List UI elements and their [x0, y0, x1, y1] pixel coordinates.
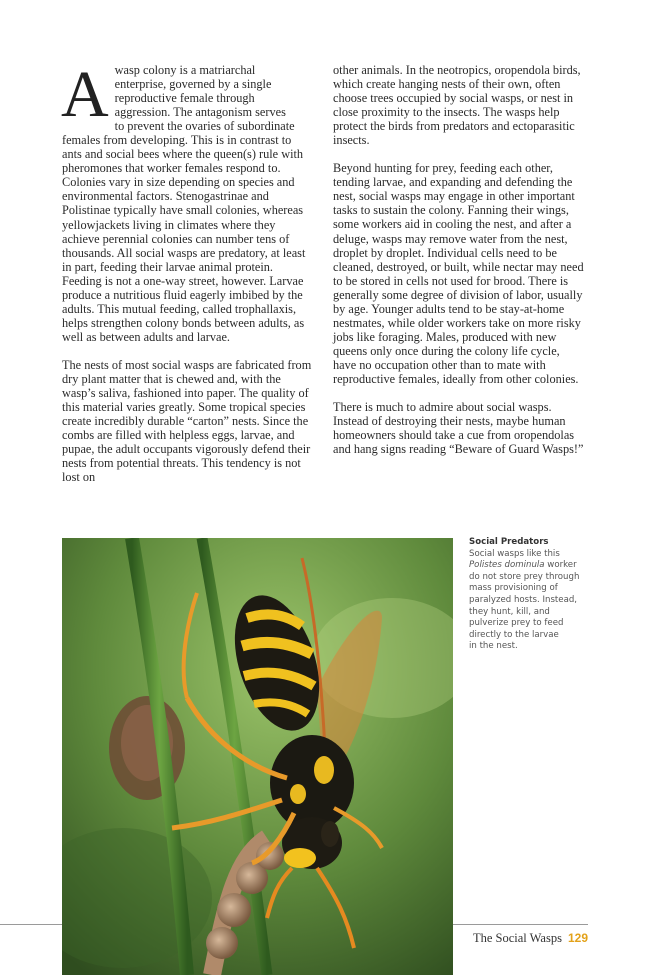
- wasp-photo: [62, 538, 453, 975]
- page-footer: [473, 931, 588, 946]
- running-head: The Social Wasps: [472, 931, 562, 945]
- intro-line: reproductive female through: [114, 91, 255, 106]
- drop-cap: A: [61, 58, 109, 131]
- caption-title: Social Predators: [469, 537, 549, 547]
- paragraph-2: The nests of most social wasps are fabricated from dry plant matter that is chewed and, with the wasp’s saliva, fashioned into paper. The quality of this material varies greatly. Some tropical species create incredibly durable “carton” nests. Since the combs are filled with helpless eggs, larvae, and pupae, the adult occupants vigorously defend their nests from potential threats. This tendency is not lost on: [62, 357, 312, 485]
- paragraph-1-rest: to prevent the ovaries of subordinate females from developing. This is in contrast to ants and social bees where the queen(s) rule with pheromones that worker females respond to. Colonies vary in size depending on species and environmental factors. Stenogastrinae and Polistinae typically have small colonies, whereas yellowjackets living in climates where they achieve perennial colonies can number tens of thousands. All social wasps are predatory, at least in part, feeding their larvae animal protein. Feeding is not a one-way street, however. Larvae produce a nutritious fluid eagerly imbibed by the adults. This mutual feeding, called trophallaxis, helps strengthen colony bonds between adults, as well as between adults and larvae.: [62, 119, 306, 344]
- intro-line: enterprise, governed by a single: [114, 77, 272, 92]
- caption-line: they hunt, kill, and: [469, 606, 550, 617]
- photo-caption: [469, 537, 594, 653]
- caption-line: mass provisioning of: [469, 583, 558, 594]
- caption-line: directly to the larvae: [469, 629, 559, 640]
- caption-line: Social wasps like this: [469, 548, 560, 559]
- paragraph-5: There is much to admire about social wasps. Instead of destroying their nests, maybe human homeowners should take a cue from oropendolas and hang signs reading “Beware of Guard Wasps!”: [333, 400, 584, 457]
- paragraph-1: [61, 58, 314, 344]
- page-number: 129: [567, 931, 588, 945]
- caption-line-tail: worker: [544, 560, 577, 571]
- caption-line: in the nest.: [469, 641, 518, 652]
- caption-line: [469, 560, 594, 572]
- paragraph-3: other animals. In the neotropics, oropendola birds, which create hanging nests of their own, often choose trees occupied by social wasps, or nest in close proximity to the insects. The wasps help protect the birds from predators and ectoparasitic insects.: [333, 63, 581, 148]
- article-column-left: [61, 58, 314, 498]
- caption-line: do not store prey through: [469, 571, 580, 582]
- caption-line: paralyzed hosts. Instead,: [469, 594, 578, 605]
- intro-line: wasp colony is a matriarchal: [114, 63, 256, 77]
- paragraph-4: Beyond hunting for prey, feeding each other, tending larvae, and expanding and defending the nest, social wasps may engage in other important tasks to sustain the colony. Fanning their wings, some workers aid in cooling the nest, and after a deluge, wasps may remove water from the nest, droplet by droplet. Individual cells need to be cleaned, destroyed, or built, while nectar may need to be stored in cells not used for brood. There is generally some degree of division of labor, usually by age. Younger adults tend to be stay-at-home nestmates, while older workers take on more risky jobs like foraging. Males, produced with new queens only once during the colony life cycle, have no occupation other than to mate with reproductive females, ideally from other colonies.: [333, 161, 584, 386]
- footer-rule-right: [453, 924, 588, 925]
- intro-line: aggression. The antagonism serves: [114, 105, 286, 120]
- footer-rule-left: [0, 924, 62, 925]
- species-name: Polistes dominula: [469, 560, 545, 571]
- article-column-right: [333, 63, 585, 470]
- caption-line: pulverize prey to feed: [469, 618, 564, 629]
